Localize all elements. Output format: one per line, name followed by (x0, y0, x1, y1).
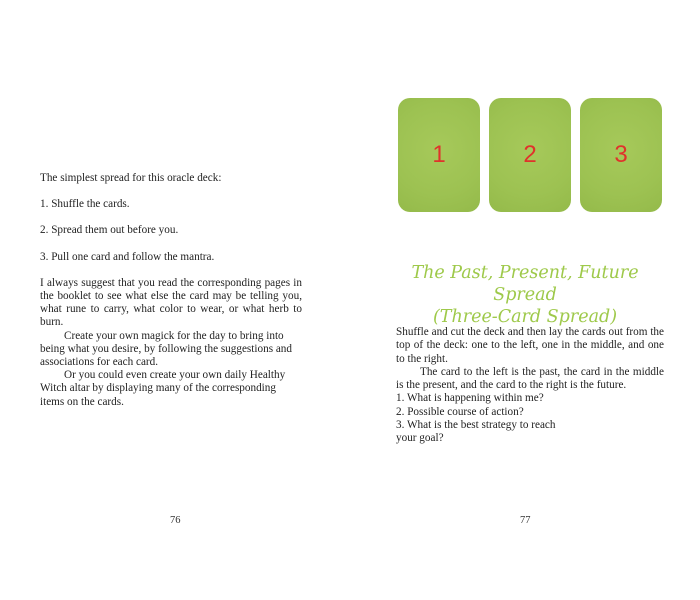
card-past (398, 98, 480, 212)
spread-title-line-1: The Past, Present, Future Spread (411, 263, 639, 305)
spread-title-line-2: (Three-Card Spread) (432, 307, 618, 327)
question-3: 3. What is the best strategy to reach your goal? (396, 419, 556, 445)
card-number: 3 (614, 141, 628, 168)
step-3: 3. Pull one card and follow the mantra. (40, 250, 215, 263)
suggestion-paragraph: I always suggest that you read the corresponding pages in the booklet to see what else the card may be telling you, what rune to carry, what color to wear, or what herb to burn. (40, 276, 302, 329)
card-number: 2 (523, 141, 537, 168)
question-1: 1. What is happening within me? (396, 392, 544, 405)
step-1: 1. Shuffle the cards. (40, 198, 130, 211)
right-page (350, 0, 700, 600)
right-body-text (396, 326, 664, 446)
page-number-right: 77 (520, 515, 531, 526)
magick-paragraph: Create your own magick for the day to bring into being what you desire, by following the suggestions and associations for each card. (40, 329, 292, 369)
altar-paragraph: Or you could even create your own daily Healthy Witch altar by displaying many of the corresponding items on the cards. (40, 369, 286, 408)
positions-paragraph: The card to the left is the past, the card in the middle is the present, and the card to the right is the future. (396, 365, 664, 392)
intro-line: The simplest spread for this oracle deck: (40, 172, 222, 184)
question-2: 2. Possible course of action? (396, 405, 524, 418)
left-body-text (40, 172, 302, 409)
card-number: 1 (432, 141, 446, 168)
page-number-left: 76 (170, 515, 181, 526)
step-2: 2. Spread them out before you. (40, 224, 179, 237)
card-present (489, 98, 571, 212)
shuffle-paragraph: Shuffle and cut the deck and then lay the cards out from the top of the deck: one to the left, one in the middle, and one to the right. (396, 326, 664, 365)
card-future (580, 98, 662, 212)
spread-title (390, 262, 660, 328)
